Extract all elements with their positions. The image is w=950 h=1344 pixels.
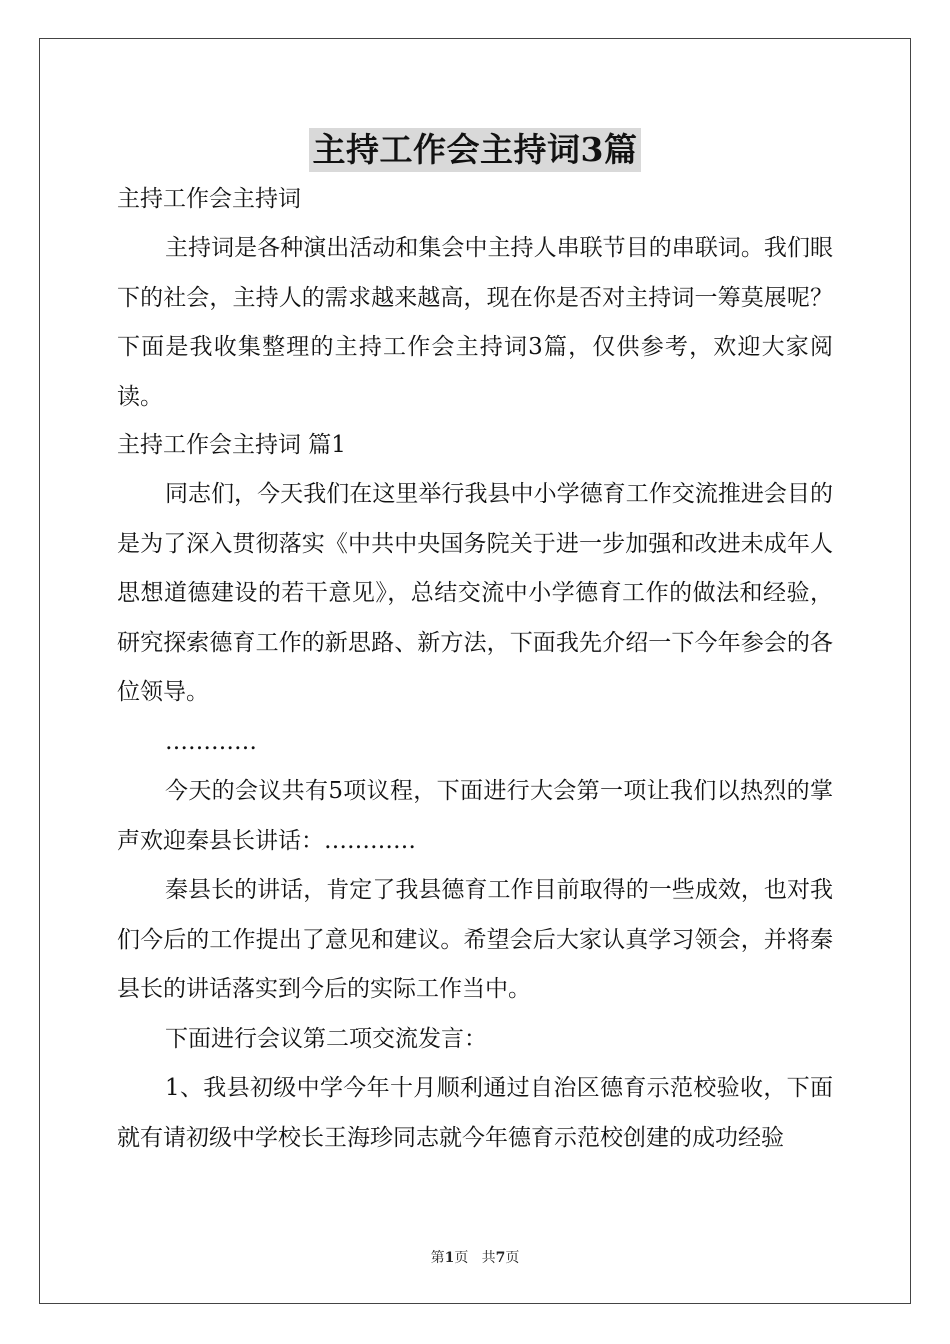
paragraph: 今天的会议共有5项议程，下面进行大会第一项让我们以热烈的掌声欢迎秦县长讲话：…………	[117, 778, 833, 854]
total-suffix: 页	[505, 1250, 520, 1266]
total-prefix: 共	[481, 1250, 496, 1266]
paragraph: 同志们，今天我们在这里举行我县中小学德育工作交流推进会目的是为了深入贯彻落实《中共中央国务院关于进一步加强和改进未成年人思想道德建设的若干意见》，总结交流中小学德育工作的做法和经验，研究探索德育工作的新思路、新方法，下面我先介绍一下今年参会的各位领导。	[117, 481, 833, 705]
section-heading: 主持工作会主持词 篇1	[117, 432, 346, 458]
page-number: 1	[444, 1250, 455, 1266]
page-prefix: 第	[430, 1250, 445, 1266]
paragraph: 主持词是各种演出活动和集会中主持人串联节目的串联词。我们眼下的社会，主持人的需求越来越高，现在你是否对主持词一筹莫展呢？下面是我收集整理的主持工作会主持词3篇，仅供参考，欢迎大家阅读。	[117, 235, 833, 410]
paragraph: …………	[165, 728, 257, 755]
section-heading: 主持工作会主持词	[117, 186, 301, 212]
paragraph: 下面进行会议第二项交流发言：	[165, 1025, 487, 1052]
title-wrap	[0, 128, 950, 172]
page-footer	[0, 1247, 950, 1267]
document-title: 主持工作会主持词3篇	[309, 128, 642, 172]
page-suffix: 页	[454, 1250, 469, 1266]
total-pages: 7	[495, 1250, 506, 1266]
document-body	[117, 176, 833, 1163]
paragraph: 1、我县初级中学今年十月顺利通过自治区德育示范校验收，下面就有请初级中学校长王海珍同志就今年德育示范校创建的成功经验	[117, 1075, 833, 1151]
paragraph: 秦县长的讲话，肯定了我县德育工作目前取得的一些成效，也对我们今后的工作提出了意见和建议。希望会后大家认真学习领会，并将秦县长的讲话落实到今后的实际工作当中。	[117, 877, 833, 1002]
